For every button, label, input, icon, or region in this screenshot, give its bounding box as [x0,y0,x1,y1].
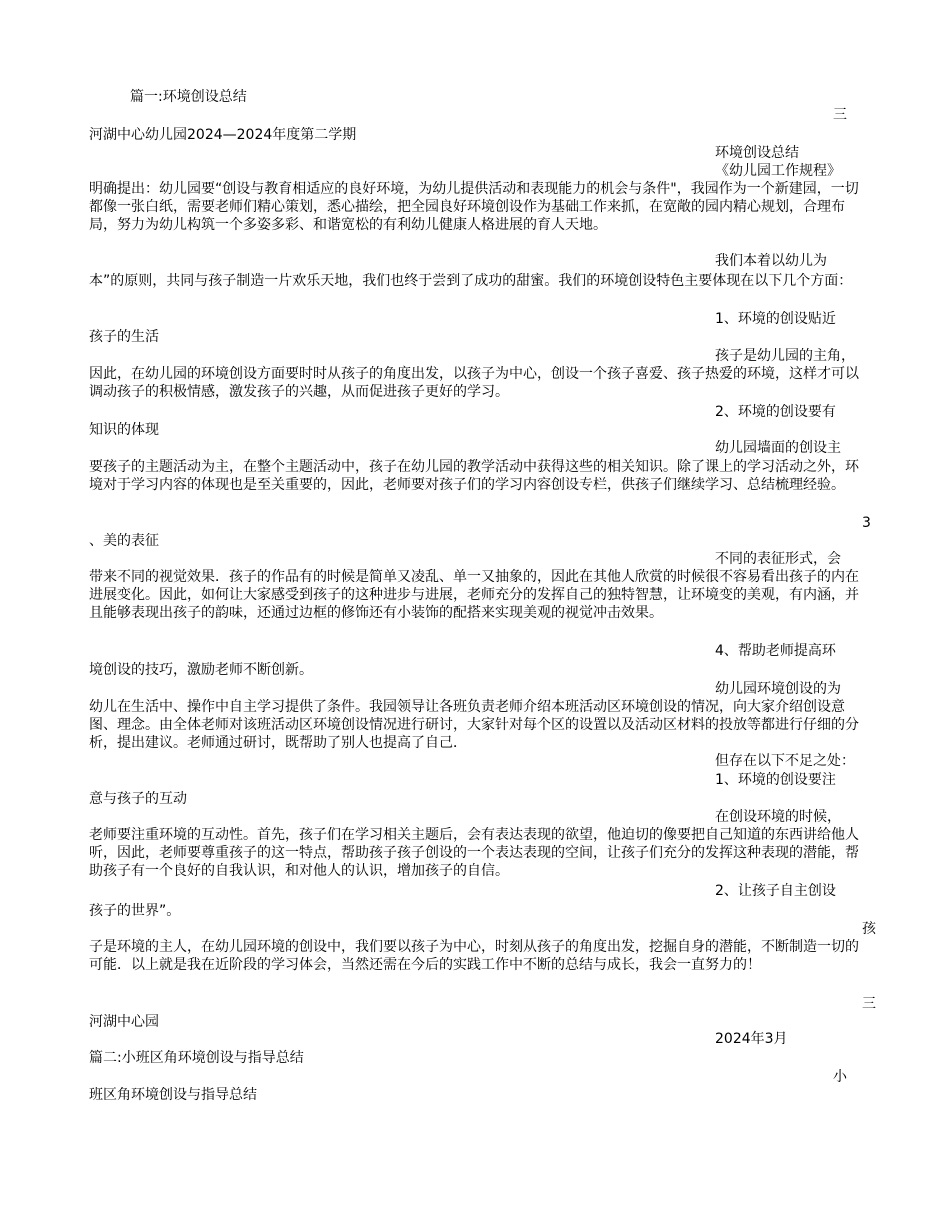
text-fragment: 三 [862,996,876,1012]
text-fragment: 孩子的生活 [89,329,159,345]
list-heading: 2、环境的创设要有 [715,404,836,420]
list-number: 3 [862,515,871,531]
text-fragment: 班区角环境创设与指导总结 [89,1087,257,1103]
paragraph: 老师要注重环境的互动性。首先，孩子们在学习相关主题后，会有表达表现的欲望，他迫切的像要把自己知道的东西讲给他人听，因此，老师要尊重孩子的这一特点，帮助孩子孩子创设的一个表达表现的空间，让孩子们充分的发挥这种表现的潜能，帮助孩子有一个良好的自我认识，和对他人的认识，增加孩子的自信。 [89,827,859,879]
paragraph: 要孩子的主题活动为主，在整个主题活动中，孩子在幼儿园的教学活动中获得这些的相关知识。除了课上的学习活动之外，环境对于学习内容的体现也是至关重要的，因此，老师要对孩子们的学习内容创设专栏，供孩子们继续学习、总结梳理经验。 [89,459,859,493]
section-heading: 篇一:环境创设总结 [130,89,247,105]
paragraph: 明确提出：幼儿园要“创设与教育相适应的良好环境，为幼儿提供活动和表现能力的机会与条件"，我园作为一个新建园，一切都像一张白纸，需要老师们精心策划，悉心描绘，把全园良好环境创设作为基础工作来抓，在宽敞的园内精心规划，合理布局，努力为幼儿构筑一个多姿多彩、和谐宽松的有利幼儿健康人格进展的育人天地。 [89,181,859,233]
text-fragment: 幼儿园环境创设的为 [715,681,841,697]
text-fragment: 孩子的世界”。 [89,903,181,919]
list-heading: 1、环境的创设贴近 [715,311,836,327]
list-heading: 、美的表征 [89,533,159,549]
section-heading: 篇二:小班区角环境创设与指导总结 [89,1050,304,1066]
paragraph: 本”的原则，共同与孩子制造一片欢乐天地，我们也终于尝到了成功的甜蜜。我们的环境创设特色主要体现在以下几个方面： [89,273,853,289]
text-fragment: 意与孩子的互动 [89,791,187,807]
text-fragment: 孩 [862,921,876,937]
text-fragment: 小 [833,1069,847,1085]
text-fragment: 三 [833,107,847,123]
school-title: 河湖中心幼儿园2024—2024年度第二学期 [89,127,357,143]
paragraph: 带来不同的视觉效果．孩子的作品有的时候是简单又凌乱、单一又抽象的，因此在其他人欣赏的时候很不容易看出孩子的内在进展变化。因此，如何让大家感受到孩子的这种进步与进展，老师充分的发挥自己的独特智慧，让环境变的美观，有内涵，并且能够表现出孩子的韵味，还通过边框的修饰还有小装饰的配搭来实现美观的视觉冲击效果。 [89,569,859,621]
paragraph: 幼儿在生活中、操作中自主学习提供了条件。我园领导让各班负责老师介绍本班活动区环境创设的情况，向大家介绍创设意图、理念。由全体老师对该班活动区环境创设情况进行研讨，大家针对每个区的设置以及活动区材料的投放等都进行仔细的分析，提出建议。老师通过研讨，既帮助了别人也提高了自己． [89,699,859,751]
text-fragment: 境创设的技巧，激励老师不断创新。 [89,662,313,678]
signature-school: 河湖中心园 [89,1014,159,1030]
summary-title: 环境创设总结 [715,145,799,161]
text-fragment: 我们本着以幼儿为 [715,253,827,269]
list-heading: 2、让孩子自主创设 [715,883,836,899]
text-fragment: 不同的表征形式，会 [715,551,841,567]
text-fragment: 在创设环境的时候， [715,809,841,825]
text-fragment: 《幼儿园工作规程》 [715,163,841,179]
list-heading: 1、环境的创设要注 [715,772,836,788]
text-fragment: 孩子是幼儿园的主角， [715,348,855,364]
paragraph: 因此，在幼儿园的环境创设方面要时时从孩子的角度出发，以孩子为中心，创设一个孩子喜爱、孩子热爱的环境，这样才可以调动孩子的积极情感，激发孩子的兴趣，从而促进孩子更好的学习。 [89,366,859,400]
text-fragment: 幼儿园墙面的创设主 [715,440,841,456]
list-heading: 4、帮助老师提高环 [715,643,836,659]
paragraph: 子是环境的主人，在幼儿园环境的创设中，我们要以孩子为中心，时刻从孩子的角度出发，挖掘自身的潜能，不断制造一切的可能．以上就是我在近阶段的学习体会，当然还需在今后的实践工作中不断的总结与成长，我会一直努力的！ [89,939,859,973]
signature-date: 2024年3月 [715,1031,788,1047]
text-fragment: 知识的体现 [89,422,159,438]
text-fragment: 但存在以下不足之处： [715,753,855,769]
